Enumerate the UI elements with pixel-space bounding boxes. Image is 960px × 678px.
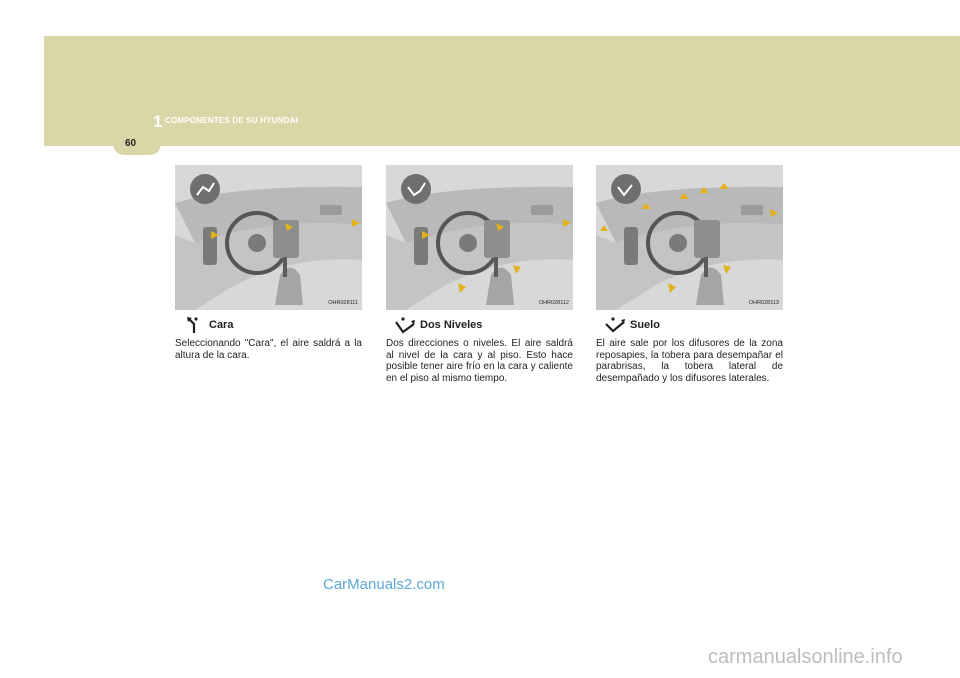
mode-heading xyxy=(596,316,783,334)
dashboard-photo-face xyxy=(175,165,362,310)
photo-code: OHR028113 xyxy=(748,300,779,306)
section-cara xyxy=(175,165,362,361)
mode-description: El aire sale por los difusores de la zona reposapies, la tobera para desempañar el parabrisas, la tobera lateral de desempañado y los difusores laterales. xyxy=(596,338,783,384)
mode-title: Cara xyxy=(209,319,234,331)
footer-watermark: carmanualsonline.info xyxy=(708,646,903,668)
header-band xyxy=(44,36,960,146)
bi-level-vent-icon xyxy=(394,316,416,334)
floor-vent-icon xyxy=(604,316,626,334)
mode-heading xyxy=(175,316,362,334)
dashboard-photo-bi-level xyxy=(386,165,573,310)
photo-code: OHR028111 xyxy=(328,300,358,306)
watermark-link[interactable]: CarManuals2.com xyxy=(323,576,445,593)
photo-code: OHR028112 xyxy=(538,300,569,306)
page-number: 60 xyxy=(125,138,137,149)
chapter-number: 1 xyxy=(153,112,163,131)
mode-description: Seleccionando "Cara", el aire saldrá a la altura de la cara. xyxy=(175,338,362,361)
chapter-title: COMPONENTES DE SU HYUNDAI xyxy=(165,116,299,125)
mode-description: Dos direcciones o niveles. El aire saldrá al nivel de la cara y al piso. Esto hace posible tener aire frío en la cara y caliente en el piso al mismo tiempo. xyxy=(386,338,573,384)
mode-title: Dos Niveles xyxy=(420,319,483,331)
mode-title: Suelo xyxy=(630,319,660,331)
dashboard-photo-floor xyxy=(596,165,783,310)
face-vent-icon xyxy=(183,316,205,334)
section-suelo xyxy=(596,165,783,384)
mode-heading xyxy=(386,316,573,334)
section-dos-niveles xyxy=(386,165,573,384)
page-tab xyxy=(113,133,161,155)
